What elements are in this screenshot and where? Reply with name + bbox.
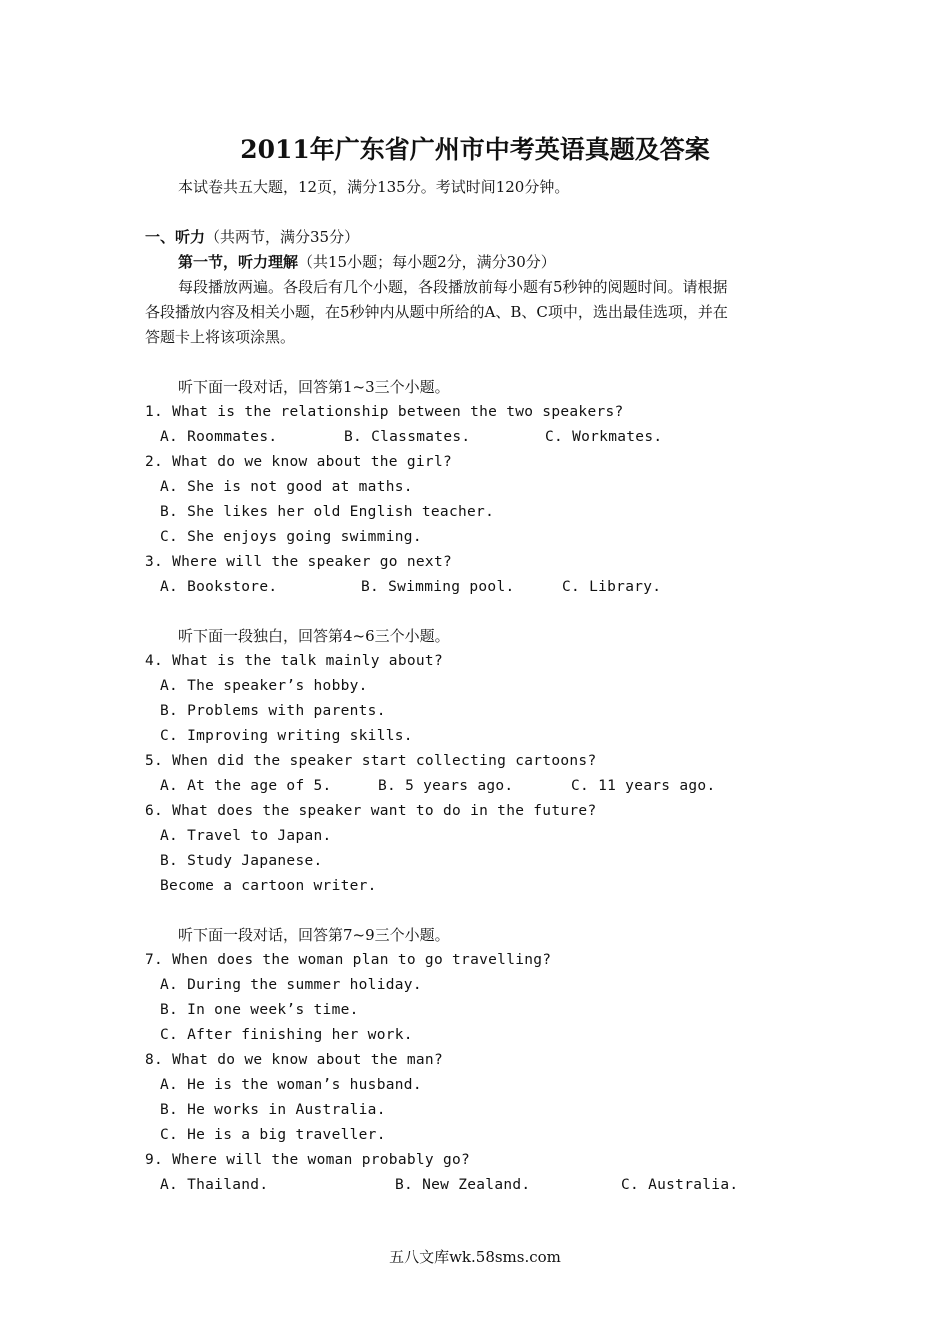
option-b: B. 5 years ago.	[378, 778, 514, 794]
part-heading	[178, 251, 556, 273]
option-c: C. Library.	[562, 579, 662, 595]
group-intro: 听下面一段对话，回答第1~3三个小题。	[178, 378, 450, 396]
option-a: A. Travel to Japan.	[160, 828, 332, 844]
option-c: Become a cartoon writer.	[160, 878, 377, 894]
section-note: （共两节，满分35分）	[205, 228, 360, 246]
option-b: B. She likes her old English teacher.	[160, 504, 495, 520]
question-stem: 2. What do we know about the girl?	[145, 454, 453, 470]
option-c: C. Australia.	[621, 1177, 739, 1193]
question-stem: 5. When did the speaker start collecting cartoons?	[145, 753, 597, 769]
question-stem: 1. What is the relationship between the two speakers?	[145, 404, 624, 420]
option-b: B. New Zealand.	[395, 1177, 531, 1193]
question-stem: 7. When does the woman plan to go travelling?	[145, 952, 552, 968]
option-a: A. Bookstore.	[160, 579, 278, 595]
instructions-line: 各段播放内容及相关小题，在5秒钟内从题中所给的A、B、C项中，选出最佳选项，并在	[145, 303, 728, 321]
group-intro: 听下面一段对话，回答第7~9三个小题。	[178, 926, 450, 944]
option-a: A. He is the woman’s husband.	[160, 1077, 422, 1093]
question-stem: 4. What is the talk mainly about?	[145, 653, 443, 669]
option-c: C. 11 years ago.	[571, 778, 716, 794]
option-b: B. Study Japanese.	[160, 853, 323, 869]
part-title: 第一节，听力理解	[178, 253, 299, 271]
question-stem: 9. Where will the woman probably go?	[145, 1152, 471, 1168]
page-title: 2011年广东省广州市中考英语真题及答案	[240, 135, 710, 164]
option-b: B. Problems with parents.	[160, 703, 386, 719]
option-b: B. In one week’s time.	[160, 1002, 359, 1018]
instructions-line: 每段播放两遍。各段后有几个小题，各段播放前每小题有5秒钟的阅题时间。请根据	[178, 278, 728, 296]
option-a: A. She is not good at maths.	[160, 479, 413, 495]
part-note: （共15小题；每小题2分，满分30分）	[298, 253, 556, 271]
option-a: A. At the age of 5.	[160, 778, 332, 794]
option-c: C. After finishing her work.	[160, 1027, 413, 1043]
section-heading	[145, 226, 359, 248]
option-c: C. She enjoys going swimming.	[160, 529, 422, 545]
question-stem: 6. What does the speaker want to do in the future?	[145, 803, 597, 819]
instructions-line: 答题卡上将该项涂黑。	[145, 328, 296, 346]
option-c: C. He is a big traveller.	[160, 1127, 386, 1143]
option-c: C. Workmates.	[545, 429, 663, 445]
section-title: 一、听力	[145, 228, 206, 246]
option-b: B. Classmates.	[344, 429, 471, 445]
option-a: A. Thailand.	[160, 1177, 269, 1193]
page-footer: 五八文库wk.58sms.com	[389, 1248, 561, 1266]
group-intro: 听下面一段独白，回答第4~6三个小题。	[178, 627, 450, 645]
option-a: A. The speaker’s hobby.	[160, 678, 368, 694]
option-b: B. He works in Australia.	[160, 1102, 386, 1118]
question-stem: 8. What do we know about the man?	[145, 1052, 443, 1068]
option-c: C. Improving writing skills.	[160, 728, 413, 744]
intro-text: 本试卷共五大题，12页，满分135分。考试时间120分钟。	[178, 178, 570, 196]
option-a: A. Roommates.	[160, 429, 278, 445]
option-b: B. Swimming pool.	[361, 579, 515, 595]
question-stem: 3. Where will the speaker go next?	[145, 554, 453, 570]
option-a: A. During the summer holiday.	[160, 977, 422, 993]
